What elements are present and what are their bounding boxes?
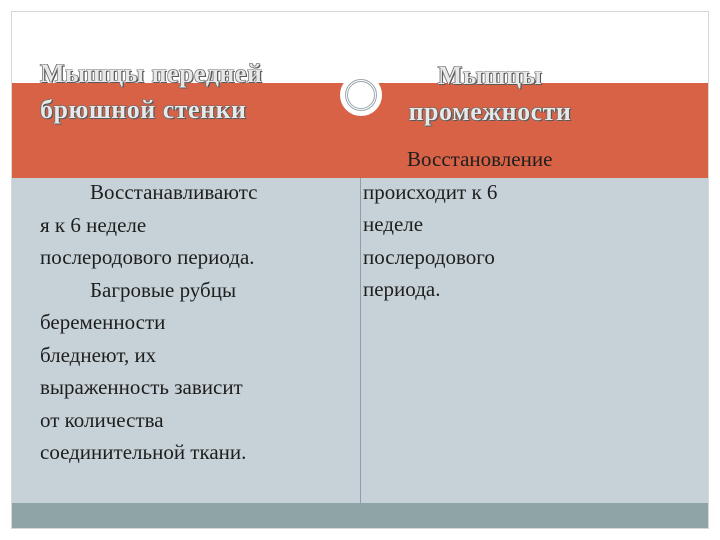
body-line: беременности [40,310,166,334]
left-column-body [40,176,340,469]
right-column-body [363,143,663,306]
body-line: соединительной ткани. [40,440,247,464]
right-heading-line: промежности [408,97,572,126]
body-line: Восстанавливаютс [90,180,258,204]
right-heading-line: Мышцы [437,61,543,90]
body-line: послеродового [363,244,495,269]
body-line: Багровые рубцы [90,277,237,302]
body-line: бледнеют, их [40,342,157,367]
left-heading-line: брюшной стенки [40,95,247,124]
ring-icon [340,74,382,116]
ring-icon-inner [345,79,377,111]
left-heading-line: Мышцы передней [40,59,263,88]
body-line: происходит к 6 [363,179,498,204]
body-line: я к 6 неделе [40,212,147,237]
left-column-heading [40,56,262,128]
body-line: послеродового периода. [40,245,255,269]
body-line: выраженность зависит [40,375,243,399]
body-line: периода. [363,277,441,301]
body-line: от количества [40,407,164,432]
column-divider [360,178,361,503]
right-column-heading [385,58,595,130]
body-line: неделе [363,212,424,236]
footer-bar [12,503,708,528]
body-line: Восстановление [407,147,553,171]
